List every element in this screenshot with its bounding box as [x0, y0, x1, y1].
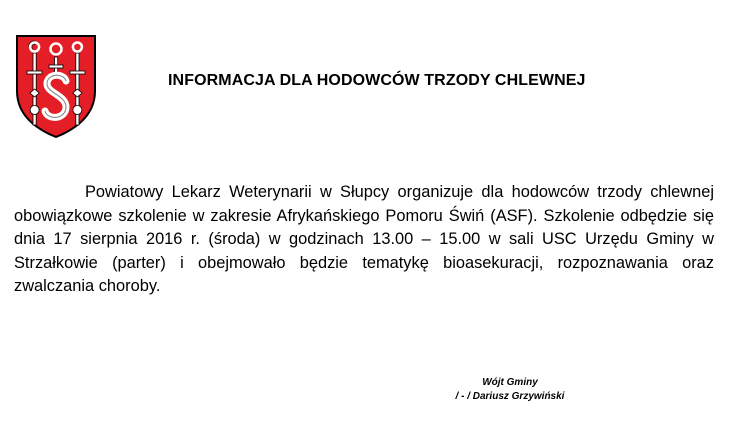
shield-shape	[17, 36, 95, 137]
coat-of-arms-icon	[14, 33, 98, 139]
signature-role: Wójt Gminy	[482, 377, 538, 388]
announcement-body: Powiatowy Lekarz Weterynarii w Słupcy organizuje dla hodowców trzody chlewnej obowiązkowe szkolenie w zakresie Afrykańskiego Pomoru Świń (ASF). Szkolenie odbędzie się dnia 17 sierpnia 2016 r. (środa) w godzinach 13.00 – 15.00 w sali USC Urzędu Gminy w Strzałkowie (parter) i obejmowało będzie tematykę bioasekuracji, rozpoznawania oraz zwalczania choroby.	[14, 183, 714, 295]
signature-name: / - / Dariusz Grzywiński	[455, 391, 565, 402]
signature-block	[430, 376, 590, 404]
page-title: INFORMACJA DLA HODOWCÓW TRZODY CHLEWNEJ	[168, 72, 586, 89]
